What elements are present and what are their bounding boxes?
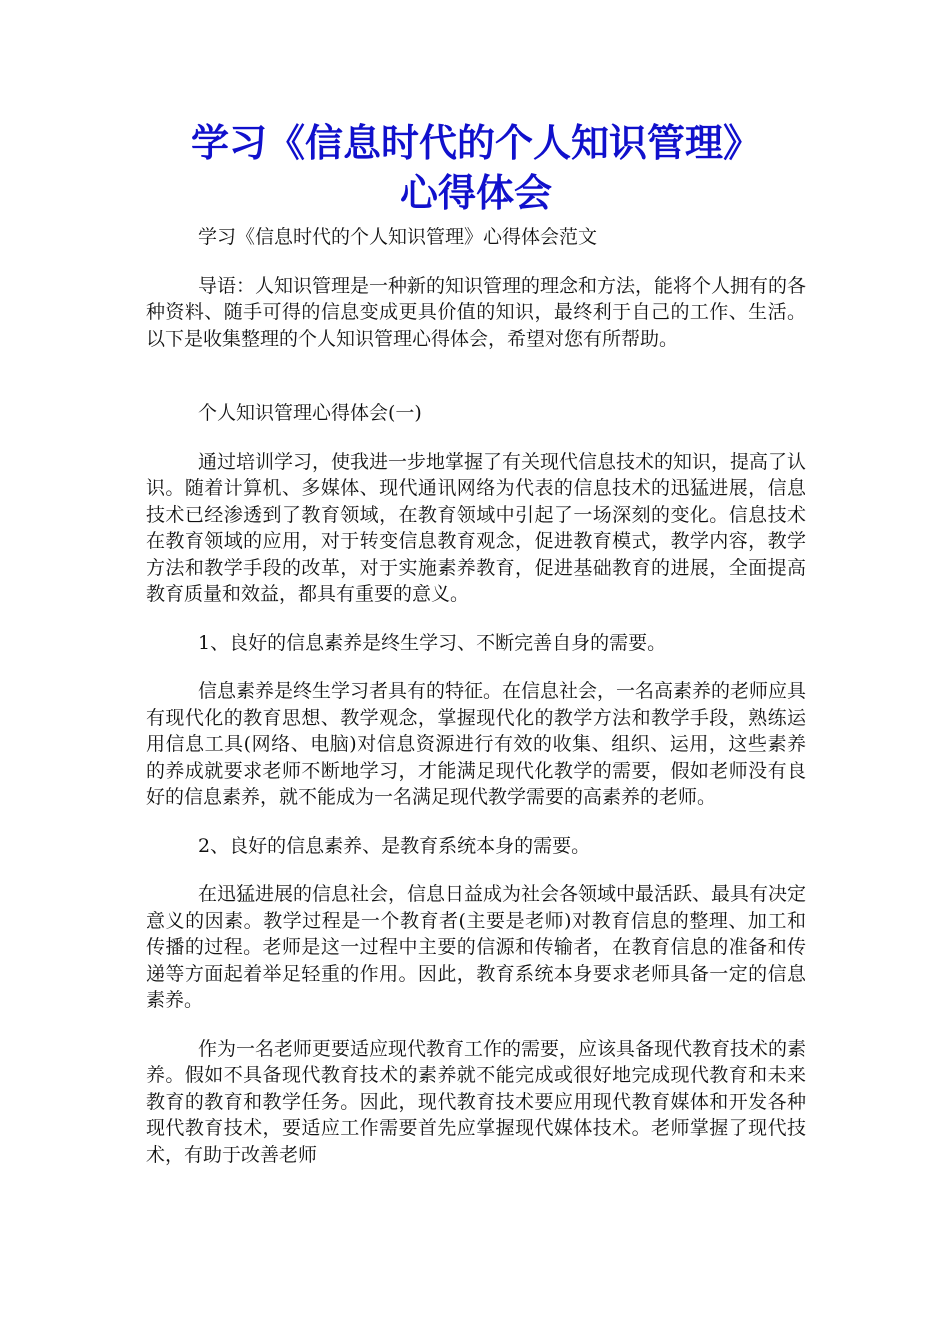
document-subtitle: 学习《信息时代的个人知识管理》心得体会范文 bbox=[198, 226, 598, 248]
document-title bbox=[146, 118, 806, 218]
point-heading-2: 2、良好的信息素养、是教育系统本身的需要。 bbox=[198, 834, 591, 857]
intro-paragraph: 导语：人知识管理是一种新的知识管理的理念和方法，能将个人拥有的各种资料、随手可得的信息变成更具价值的知识，最终利于自己的工作、生活。以下是收集整理的个人知识管理心得体会，希望对您有所帮助。 bbox=[146, 274, 807, 350]
point-heading-1: 1、良好的信息素养是终生学习、不断完善自身的需要。 bbox=[198, 631, 667, 654]
body-paragraph-1: 通过培训学习，使我进一步地掌握了有关现代信息技术的知识，提高了认识。随着计算机、多媒体、现代通讯网络为代表的信息技术的迅猛进展，信息技术已经渗透到了教育领域，在教育领域中引起了一场深刻的变化。信息技术在教育领域的应用，对于转变信息教育观念，促进教育模式，教学内容，教学方法和教学手段的改革，对于实施素养教育，促进基础教育的进展，全面提高教育质量和效益，都具有重要的意义。 bbox=[146, 450, 807, 605]
body-paragraph-2: 信息素养是终生学习者具有的特征。在信息社会，一名高素养的老师应具有现代化的教育思想、教学观念，掌握现代化的教学方法和教学手段，熟练运用信息工具(网络、电脑)对信息资源进行有效的收集、组织、运用，这些素养的养成就要求老师不断地学习，才能满足现代化教学的需要，假如老师没有良好的信息素养，就不能成为一名满足现代教学需要的高素养的老师。 bbox=[146, 680, 807, 808]
body-paragraph-3: 在迅猛进展的信息社会，信息日益成为社会各领域中最活跃、最具有决定意义的因素。教学过程是一个教育者(主要是老师)对教育信息的整理、加工和传播的过程。老师是这一过程中主要的信源和传输者，在教育信息的准备和传递等方面起着举足轻重的作用。因此，教育系统本身要求老师具备一定的信息素养。 bbox=[146, 883, 807, 1011]
title-line-1: 学习《信息时代的个人知识管理》 bbox=[190, 121, 761, 165]
section-heading: 个人知识管理心得体会(一) bbox=[198, 402, 422, 424]
title-line-2: 心得体会 bbox=[399, 171, 552, 215]
document-page bbox=[146, 118, 806, 1168]
body-paragraph-4: 作为一名老师更要适应现代教育工作的需要，应该具备现代教育技术的素养。假如不具备现代教育技术的素养就不能完成或很好地完成现代教育和未来教育的教育和教学任务。因此，现代教育技术要应用现代教育媒体和开发各种现代教育技术，要适应工作需要首先应掌握现代媒体技术。老师掌握了现代技术，有助于改善老师 bbox=[146, 1037, 807, 1166]
